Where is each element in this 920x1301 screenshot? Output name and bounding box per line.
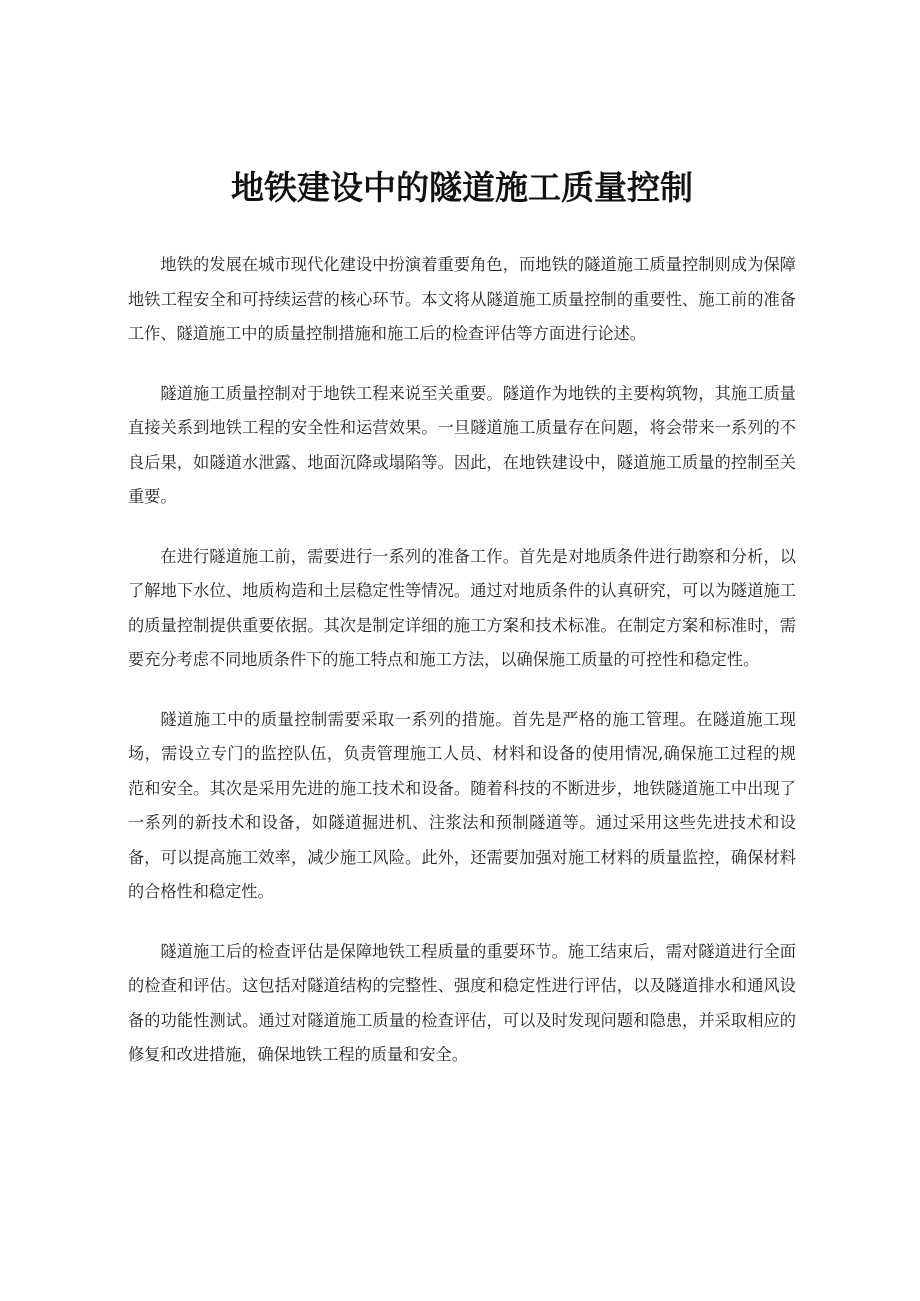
paragraph-importance: 隧道施工质量控制对于地铁工程来说至关重要。隧道作为地铁的主要构筑物，其施工质量直接关系到地铁工程的安全性和运营效果。一旦隧道施工质量存在问题，将会带来一系列的不良后果，如隧道水泄露、地面沉降或塌陷等。因此，在地铁建设中，隧道施工质量的控制至关重要。: [128, 383, 796, 506]
paragraph-inspection: 隧道施工后的检查评估是保障地铁工程质量的重要环节。施工结束后，需对隧道进行全面的检查和评估。这包括对隧道结构的完整性、强度和稳定性进行评估，以及隧道排水和通风设备的功能性测试。通过对隧道施工质量的检查评估，可以及时发现问题和隐患，并采取相应的修复和改进措施，确保地铁工程的质量和安全。: [128, 941, 796, 1064]
document-title: 地铁建设中的隧道施工质量控制: [231, 168, 693, 207]
paragraph-preparation: 在进行隧道施工前，需要进行一系列的准备工作。首先是对地质条件进行勘察和分析，以了解地下水位、地质构造和土层稳定性等情况。通过对地质条件的认真研究，可以为隧道施工的质量控制提供重要依据。其次是制定详细的施工方案和技术标准。在制定方案和标准时，需要充分考虑不同地质条件下的施工特点和施工方法，以确保施工质量的可控性和稳定性。: [128, 546, 796, 669]
paragraph-construction-control: 隧道施工中的质量控制需要采取一系列的措施。首先是严格的施工管理。在隧道施工现场，需设立专门的监控队伍，负责管理施工人员、材料和设备的使用情况,确保施工过程的规范和安全。其次是采用先进的施工技术和设备。随着科技的不断进步，地铁隧道施工中出现了一系列的新技术和设备，如隧道掘进机、注浆法和预制隧道等。通过采用这些先进技术和设备，可以提高施工效率，减少施工风险。此外，还需要加强对施工材料的质量监控，确保材料的合格性和稳定性。: [128, 709, 796, 901]
paragraph-intro: 地铁的发展在城市现代化建设中扮演着重要角色，而地铁的隧道施工质量控制则成为保障地铁工程安全和可持续运营的核心环节。本文将从隧道施工质量控制的重要性、施工前的准备工作、隧道施工中的质量控制措施和施工后的检查评估等方面进行论述。: [128, 255, 796, 343]
